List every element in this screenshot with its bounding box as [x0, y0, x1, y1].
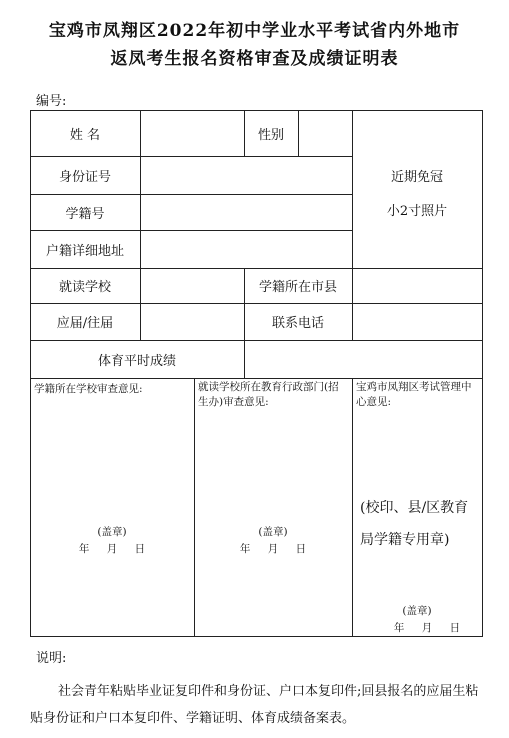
- school-review-label: 学籍所在学校审查意见:: [34, 382, 143, 395]
- col-line: [140, 110, 141, 340]
- date-label: 年 月 日: [239, 543, 307, 555]
- exam-center-review-label: 宝鸡市凤翔区考试管理中心意见:: [356, 381, 472, 408]
- label-registry-location: 学籍所在市县: [258, 280, 337, 295]
- col-line: [352, 268, 353, 340]
- label-id-number: 身份证号: [58, 169, 111, 185]
- border-right: [482, 110, 483, 637]
- form-title-line2: 返凤考生报名资格审查及成绩证明表: [110, 49, 399, 69]
- stamp-label: (盖章): [402, 605, 432, 617]
- stamp-label: (盖章): [258, 526, 288, 538]
- application-form-table: [30, 110, 483, 637]
- date-label: 年 月 日: [78, 543, 146, 555]
- serial-number-label: 编号:: [36, 94, 67, 109]
- border-bottom: [30, 636, 483, 637]
- label-school: 就读学校: [58, 280, 111, 295]
- label-name: 姓 名: [69, 127, 101, 143]
- edu-dept-review-label: 就读学校所在教育行政部门(招生办)审查意见:: [198, 381, 339, 408]
- photo-placeholder-line2: 小2寸照片: [386, 204, 448, 219]
- date-label: 年 月 日: [393, 622, 461, 634]
- form-title-line1: 宝鸡市凤翔区2022年初中学业水平考试省内外地市: [48, 21, 461, 41]
- photo-placeholder-line1: 近期免冠: [390, 170, 443, 185]
- col-line: [352, 378, 353, 636]
- label-pe-score: 体育平时成绩: [97, 353, 176, 369]
- seal-requirement-note: (校印、县/区教育局学籍专用章): [360, 500, 469, 548]
- label-address: 户籍详细地址: [45, 243, 124, 259]
- row-line: [298, 156, 352, 157]
- notes-body: 社会青年粘贴毕业证复印件和身份证、户口本复印件;回县报名的应届生粘贴身份证和户口本复印件、学籍证明、体育成绩备案表。: [30, 684, 479, 726]
- col-line: [352, 110, 353, 268]
- label-phone: 联系电话: [271, 316, 324, 331]
- col-line: [298, 110, 299, 156]
- label-gender: 性别: [257, 127, 284, 143]
- row-line: [30, 378, 483, 379]
- notes-title: 说明:: [36, 651, 67, 666]
- col-line: [194, 378, 195, 636]
- stamp-label: (盖章): [97, 526, 127, 538]
- label-student-id: 学籍号: [65, 206, 105, 222]
- label-grade-type: 应届/往届: [56, 316, 114, 331]
